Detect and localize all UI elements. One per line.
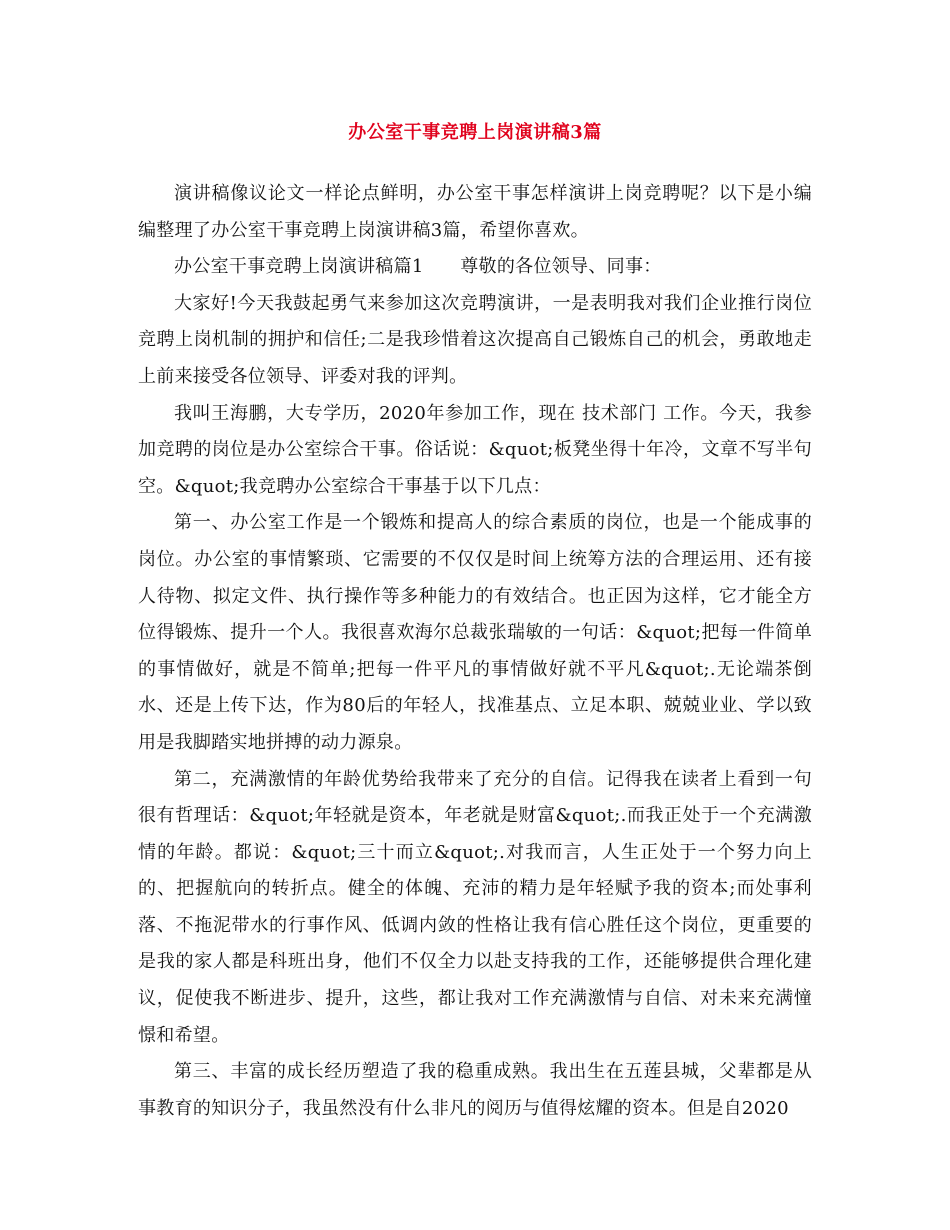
document-title: 办公室干事竞聘上岗演讲稿3篇 <box>348 122 602 143</box>
paragraph-point-three: 第三、丰富的成长经历塑造了我的稳重成熟。我出生在五莲县城，父辈都是从事教育的知识分子，我虽然没有什么非凡的阅历与值得炫耀的资本。但是自2020 <box>138 1061 812 1119</box>
paragraph-intro: 演讲稿像议论文一样论点鲜明，办公室干事怎样演讲上岗竞聘呢？以下是小编编整理了办公室干事竞聘上岗演讲稿3篇，希望你喜欢。 <box>138 183 812 241</box>
paragraph-speech-heading: 办公室干事竞聘上岗演讲稿篇1 尊敬的各位领导、同事： <box>174 256 662 278</box>
paragraph-greeting: 大家好!今天我鼓起勇气来参加这次竞聘演讲，一是表明我对我们企业推行岗位竞聘上岗机制的拥护和信任;二是我珍惜着这次提高自己锻炼自己的机会，勇敢地走上前来接受各位领导、评委对我的评判。 <box>138 292 812 387</box>
paragraph-self-introduction: 我叫王海鹏，大专学历，2020年参加工作，现在 技术部门 工作。今天，我参加竞聘的岗位是办公室综合干事。俗话说：&quot;板凳坐得十年冷，文章不写半句空。&quot;我竞聘办公室综合干事基于以下几点： <box>138 402 812 497</box>
paragraph-point-one: 第一、办公室工作是一个锻炼和提高人的综合素质的岗位，也是一个能成事的岗位。办公室的事情繁琐、它需要的不仅仅是时间上统筹方法的合理运用、还有接人待物、拟定文件、执行操作等多种能力的有效结合。也正因为这样，它才能全方位得锻炼、提升一个人。我很喜欢海尔总裁张瑞敏的一句话：&quot;把每一件简单的事情做好，就是不简单;把每一件平凡的事情做好就不平凡&quot;.无论端茶倒水、还是上传下达，作为80后的年轻人，找准基点、立足本职、兢兢业业、学以致用是我脚踏实地拼搏的动力源泉。 <box>138 512 812 753</box>
paragraph-point-two: 第二，充满激情的年龄优势给我带来了充分的自信。记得我在读者上看到一句很有哲理话：&quot;年轻就是资本，年老就是财富&quot;.而我正处于一个充满激情的年龄。都说：&quot;三十而立&quot;.对我而言，人生正处于一个努力向上的、把握航向的转折点。健全的体魄、充沛的精力是年轻赋予我的资本;而处事利落、不拖泥带水的行事作风、低调内敛的性格让我有信心胜任这个岗位，更重要的是我的家人都是科班出身，他们不仅全力以赴支持我的工作，还能够提供合理化建议，促使我不断进步、提升，这些，都让我对工作充满激情与自信、对未来充满憧憬和希望。 <box>138 768 812 1046</box>
